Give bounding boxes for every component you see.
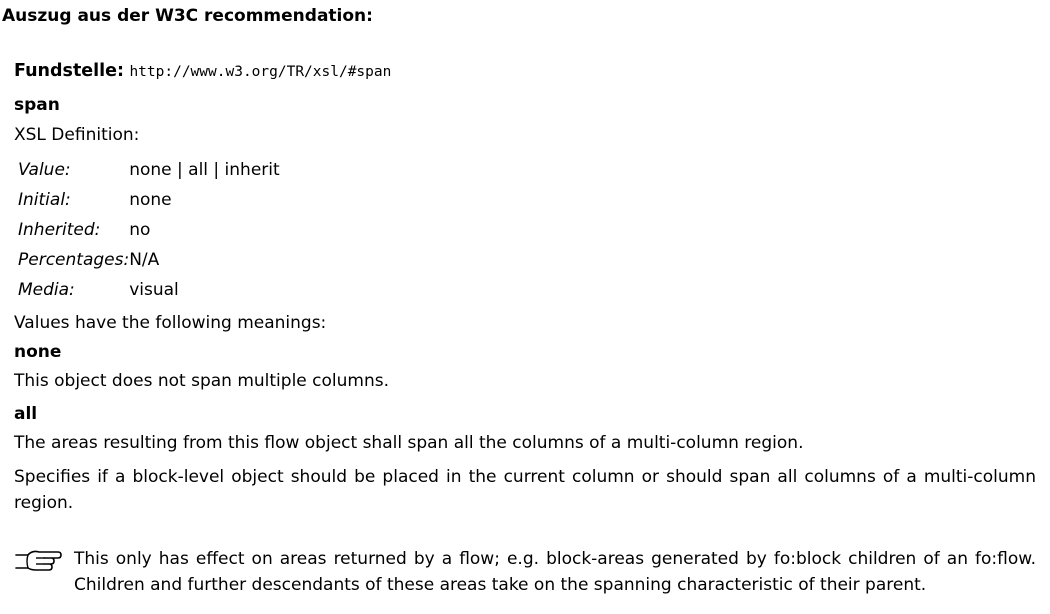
row-key: Initial: [18, 190, 71, 210]
row-key: Value: [18, 160, 71, 180]
row-key: Percentages: [18, 250, 130, 270]
table-row [18, 156, 280, 186]
property-definition-table [18, 156, 280, 306]
source-url: http://www.w3.org/TR/xsl/#span [129, 64, 392, 80]
table-row [18, 276, 280, 306]
pointing-hand-icon [14, 547, 62, 573]
table-row [18, 186, 280, 216]
meanings-intro: Values have the following meanings: [14, 313, 327, 333]
value-term: all [14, 404, 38, 424]
row-value: N/A [129, 250, 160, 270]
property-name: span [14, 95, 60, 115]
row-key: Media: [18, 280, 75, 300]
row-value: no [129, 220, 151, 240]
value-description: This object does not span multiple columns. [14, 371, 389, 391]
table-row [18, 246, 280, 276]
row-value: visual [129, 280, 179, 300]
row-key: Inherited: [18, 220, 101, 240]
table-row [18, 216, 280, 246]
value-description: The areas resulting from this flow object shall span all the columns of a multi-column region. [14, 433, 804, 453]
note-text: This only has effect on areas returned by a flow; e.g. block-areas generated by fo:block children of an fo:flow. Children and further descendants of these areas take on the spanning characteristic of their parent. [74, 549, 1036, 595]
xsl-definition-label: XSL Definition: [14, 125, 140, 145]
source-reference [14, 59, 391, 84]
page-heading: Auszug aus der W3C recommendation: [2, 6, 373, 26]
source-label: Fundstelle: [14, 61, 125, 81]
value-term: none [14, 342, 62, 362]
row-value: none | all | inherit [129, 160, 280, 180]
row-value: none [129, 190, 172, 210]
specification-paragraph: Specifies if a block-level object should be placed in the current column or should span all columns of a multi-column region. [14, 467, 1036, 513]
